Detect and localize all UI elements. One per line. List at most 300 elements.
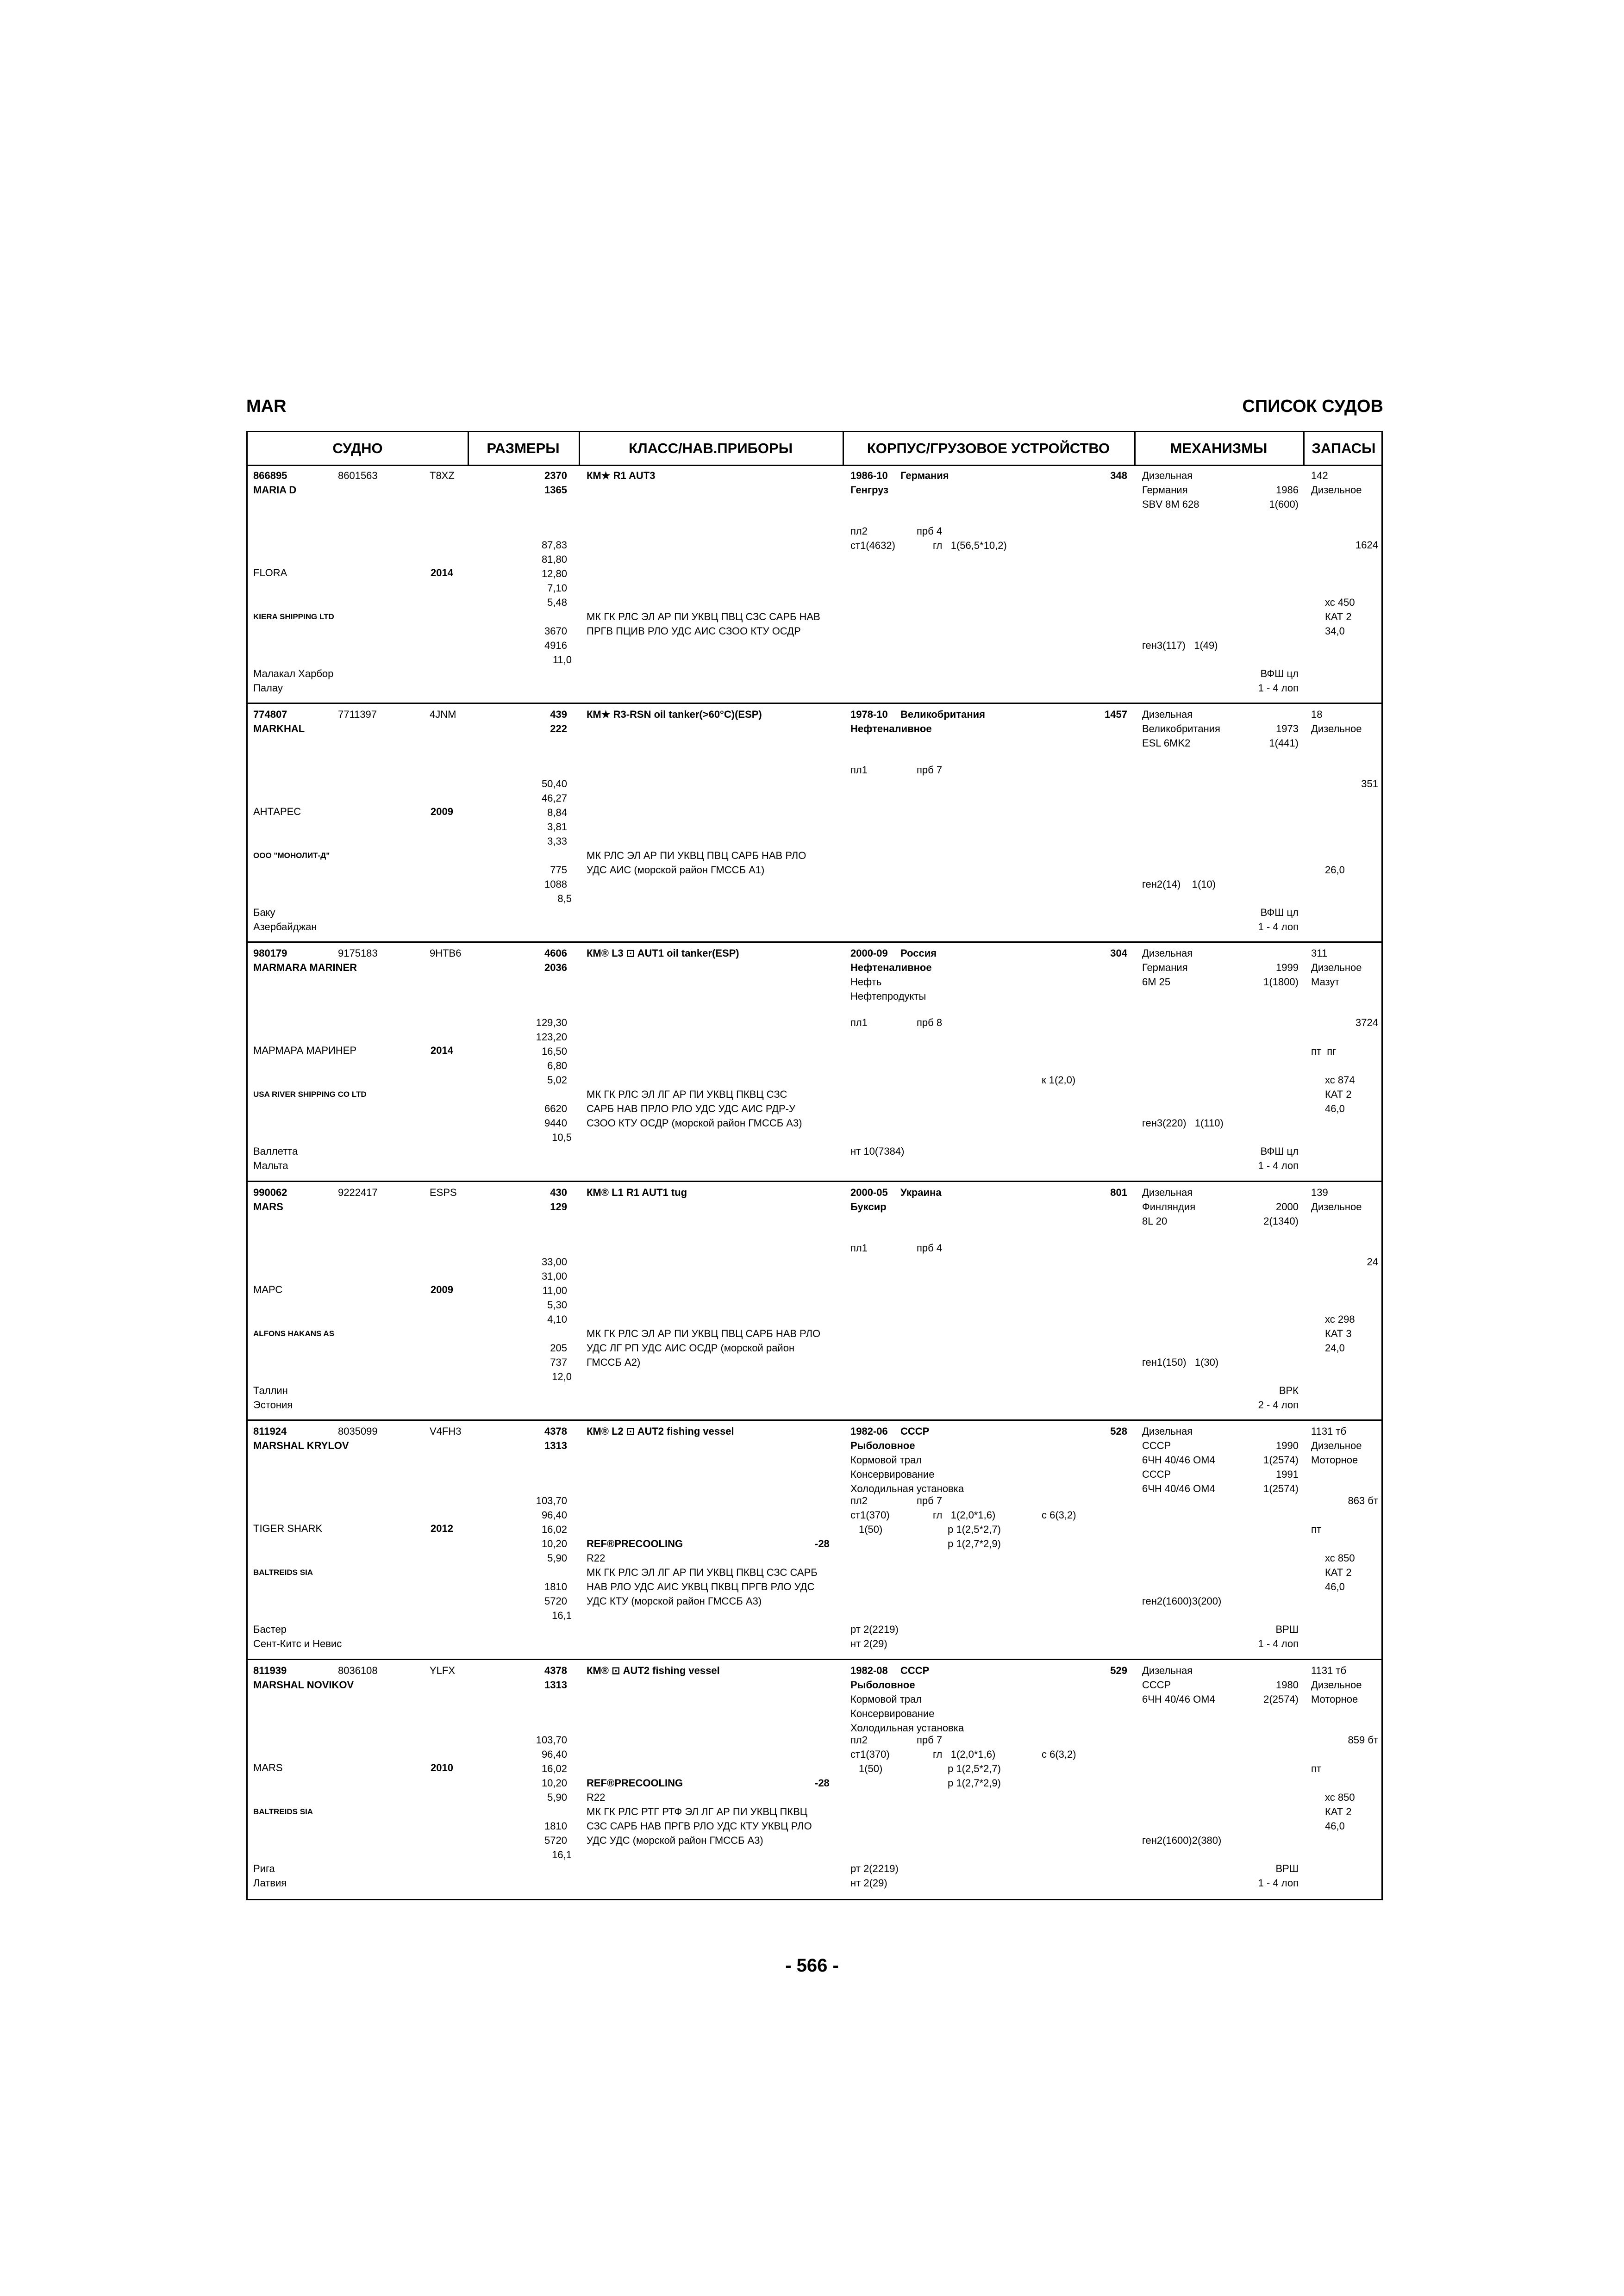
- vessel-year: 2014: [431, 1045, 453, 1056]
- dimension-value: 4378: [544, 1665, 567, 1676]
- propeller-blades: 1 - 4 лоп: [1258, 1638, 1299, 1649]
- stores-value: хс 874: [1325, 1074, 1355, 1086]
- nav-equipment-line: СЗОО КТУ ОСДР (морской район ГМССБ А3): [587, 1117, 802, 1129]
- propeller-blades: 1 - 4 лоп: [1258, 1877, 1299, 1889]
- stores-value: Дизельное: [1311, 484, 1362, 496]
- vessel-callsign: V4FH3: [430, 1425, 462, 1437]
- vessel-imo: 8036108: [338, 1665, 378, 1676]
- refrigeration-temp: -28: [815, 1777, 830, 1789]
- generators: ген1(150) 1(30): [1142, 1356, 1219, 1368]
- hull-hatches: гл 1(2,0*1,6): [933, 1748, 996, 1760]
- dimension-value: 3,81: [547, 821, 567, 833]
- vessel-flag: Латвия: [253, 1877, 287, 1889]
- propeller-blades: 1 - 4 лоп: [1258, 921, 1299, 933]
- vessel-owner: ООО "МОНОЛИТ-Д": [253, 851, 330, 860]
- nav-equipment-line: УДС УДС (морской район ГМССБ А3): [587, 1835, 763, 1846]
- hull-build-date: 1982-06: [850, 1425, 888, 1437]
- dimension-value: 103,70: [536, 1734, 567, 1746]
- engine2-model: 6ЧН 40/46 ОМ4: [1142, 1483, 1215, 1494]
- page-number: - 566 -: [785, 1955, 839, 1976]
- engine-year: 1999: [1276, 962, 1299, 973]
- col-header-dimensions: РАЗМЕРЫ: [487, 440, 560, 456]
- hull-decks: пл2: [850, 525, 868, 537]
- nav-equipment-line: СЗС САРБ НАВ ПРГВ РЛО УДС КТУ УКВЦ РЛО: [587, 1820, 812, 1832]
- vessel-imo: 7711397: [338, 709, 377, 720]
- hull-bulkheads: прб 7: [917, 764, 943, 776]
- vessel-callsign: 4JNM: [430, 709, 456, 720]
- dimension-value: 3670: [544, 625, 567, 637]
- generators: ген2(14) 1(10): [1142, 878, 1216, 890]
- hull-bulkheads: прб 8: [917, 1017, 943, 1028]
- nav-equipment-line: МК ГК РЛС ЭЛ АР ПИ УКВЦ ПВЦ САРБ НАВ РЛО: [587, 1328, 821, 1339]
- propeller-blades: 2 - 4 лоп: [1258, 1399, 1299, 1411]
- stores-value: 351: [1361, 778, 1378, 790]
- engine-country: СССР: [1142, 1440, 1171, 1451]
- hull-build-country: СССР: [900, 1665, 930, 1676]
- engine-year: 1990: [1276, 1440, 1299, 1451]
- vessel-reg-number: 811939: [253, 1665, 287, 1676]
- dimension-value: 5,90: [547, 1552, 567, 1564]
- hull-build-date: 1986-10: [850, 470, 888, 481]
- stores-value: 46,0: [1325, 1581, 1345, 1593]
- stores-value: 139: [1311, 1187, 1328, 1198]
- hull-oil-tanks: нт 2(29): [850, 1638, 887, 1649]
- engine2-power: 1(2574): [1263, 1483, 1299, 1494]
- hull-hold-count: 1(50): [859, 1763, 883, 1774]
- engine-year: 1986: [1276, 484, 1299, 496]
- propeller-type: ВФШ цл: [1260, 1145, 1299, 1157]
- dimension-value: 5,48: [547, 597, 567, 608]
- stores-value: 311: [1311, 947, 1328, 959]
- hull-cranes: с 6(3,2): [1042, 1509, 1076, 1521]
- engine-country: Германия: [1142, 962, 1188, 973]
- col-header-vessel: СУДНО: [332, 440, 383, 456]
- vessel-name: MARSHAL NOVIKOV: [253, 1679, 354, 1691]
- dimension-value: 16,50: [541, 1045, 567, 1057]
- vessel-port: Малакал Харбор: [253, 668, 334, 679]
- stores-value: Дизельное: [1311, 1201, 1362, 1213]
- generators: ген3(117) 1(49): [1142, 640, 1218, 651]
- hull-gear-2: р 1(2,7*2,9): [948, 1538, 1001, 1549]
- dimension-value: 16,02: [541, 1524, 567, 1535]
- dimension-value: 5,30: [547, 1299, 567, 1311]
- hull-bulkheads: прб 4: [917, 1242, 943, 1254]
- dimension-value: 10,20: [541, 1777, 567, 1789]
- class-notation: КМ® L3 ⊡ AUT1 oil tanker(ESP): [587, 947, 739, 959]
- vessel-reg-number: 774807: [253, 709, 287, 720]
- engine2-country: СССР: [1142, 1468, 1171, 1480]
- vessel-former-name: MARS: [253, 1762, 283, 1773]
- vessel-port: Рига: [253, 1863, 275, 1874]
- hull-type: Рыболовное: [850, 1679, 915, 1691]
- stores-value: Мазут: [1311, 976, 1340, 988]
- hull-type: Нефтеналивное: [850, 962, 932, 973]
- dimension-value: 2370: [544, 470, 567, 481]
- dimension-value: 96,40: [541, 1509, 567, 1521]
- vessel-former-name: АНТАРЕС: [253, 806, 301, 817]
- stores-value: хс 850: [1325, 1792, 1355, 1803]
- engine-power: 1(441): [1269, 737, 1299, 749]
- engine-country: Великобритания: [1142, 723, 1220, 734]
- engine-year: 1973: [1276, 723, 1299, 734]
- dimension-value: 6620: [544, 1103, 567, 1114]
- dimension-value: 1365: [544, 484, 567, 496]
- stores-value: 1131 тб: [1311, 1665, 1347, 1676]
- stores-value: Дизельное: [1311, 723, 1362, 734]
- propeller-blades: 1 - 4 лоп: [1258, 1160, 1299, 1171]
- dimension-value: 4378: [544, 1425, 567, 1437]
- hull-yard-number: 528: [1110, 1425, 1127, 1437]
- dimension-value: 6,80: [547, 1060, 567, 1071]
- dimension-value: 87,83: [541, 539, 567, 551]
- hull-type: Генгруз: [850, 484, 889, 496]
- dimension-value: 12,0: [552, 1371, 572, 1382]
- engine-kind: Дизельная: [1142, 709, 1193, 720]
- hull-hatches: гл 1(56,5*10,2): [933, 540, 1007, 551]
- engine-power: 1(600): [1269, 498, 1299, 510]
- hull-build-country: Германия: [900, 470, 949, 481]
- hull-hatches: гл 1(2,0*1,6): [933, 1509, 996, 1521]
- stores-value: Дизельное: [1311, 962, 1362, 973]
- stores-value: Моторное: [1311, 1693, 1358, 1705]
- dimension-value: 10,5: [552, 1132, 572, 1143]
- stores-value: 3724: [1355, 1017, 1378, 1028]
- vessel-former-name: TIGER SHARK: [253, 1523, 323, 1534]
- dimension-value: 129: [550, 1201, 567, 1213]
- hull-extra: Нефтепродукты: [850, 990, 926, 1002]
- dimension-value: 1313: [544, 1679, 567, 1691]
- dimension-value: 103,70: [536, 1495, 567, 1506]
- stores-value: 18: [1311, 709, 1323, 720]
- dimension-value: 11,0: [552, 654, 572, 666]
- propeller-type: ВФШ цл: [1260, 907, 1299, 918]
- dimension-value: 8,5: [557, 893, 572, 904]
- engine-model: 6M 25: [1142, 976, 1171, 988]
- hull-decks: пл2: [850, 1734, 868, 1746]
- dimension-value: 737: [550, 1356, 567, 1368]
- hull-crane: к 1(2,0): [1042, 1074, 1076, 1086]
- vessel-year: 2009: [431, 1284, 453, 1295]
- dimension-value: 31,00: [541, 1270, 567, 1282]
- dimension-value: 205: [550, 1342, 567, 1354]
- nav-equipment-line: МК ГК РЛС ЭЛ ЛГ АР ПИ УКВЦ ПКВЦ СЗС: [587, 1089, 787, 1100]
- hull-decks: пл1: [850, 1017, 868, 1028]
- dimension-value: 5720: [544, 1595, 567, 1607]
- dimension-value: 16,1: [552, 1610, 572, 1621]
- stores-value: пт: [1311, 1524, 1321, 1535]
- hull-bulkheads: прб 7: [917, 1734, 943, 1746]
- ship-table: [246, 431, 1383, 1900]
- engine2-year: 1991: [1276, 1468, 1299, 1480]
- stores-value: Дизельное: [1311, 1440, 1362, 1451]
- nav-equipment-line: УДС КТУ (морской район ГМССБ А3): [587, 1595, 762, 1607]
- vessel-flag: Палау: [253, 682, 283, 694]
- nav-equipment-line: МК ГК РЛС РТГ РТФ ЭЛ ЛГ АР ПИ УКВЦ ПКВЦ: [587, 1806, 808, 1817]
- stores-value: 46,0: [1325, 1820, 1345, 1832]
- vessel-imo: 9222417: [338, 1187, 378, 1198]
- stores-value: 24,0: [1325, 1342, 1345, 1354]
- stores-value: Дизельное: [1311, 1679, 1362, 1691]
- propeller-type: ВРШ: [1275, 1863, 1299, 1874]
- dimension-value: 129,30: [536, 1017, 567, 1028]
- nav-equipment-line: МК ГК РЛС ЭЛ ЛГ АР ПИ УКВЦ ПКВЦ СЗС САРБ: [587, 1567, 818, 1578]
- hull-extra: Холодильная установка: [850, 1483, 964, 1494]
- vessel-port: Таллин: [253, 1385, 288, 1396]
- engine-power: 1(2574): [1263, 1454, 1299, 1466]
- dimension-value: 1810: [544, 1820, 567, 1832]
- vessel-port: Баку: [253, 907, 275, 918]
- hull-build-date: 1982-08: [850, 1665, 888, 1676]
- vessel-owner: USA RIVER SHIPPING CO LTD: [253, 1090, 367, 1099]
- vessel-callsign: 9HTB6: [430, 947, 462, 959]
- engine-model: ESL 6MK2: [1142, 737, 1191, 749]
- refrigerant-code: R22: [587, 1792, 606, 1803]
- class-notation: КМ★ R3-RSN oil tanker(>60°C)(ESP): [587, 709, 762, 720]
- hull-holds: ст1(4632): [850, 540, 895, 551]
- hull-gear-2: р 1(2,7*2,9): [948, 1777, 1001, 1789]
- dimension-value: 5,02: [547, 1074, 567, 1086]
- vessel-year: 2014: [431, 567, 453, 579]
- header-right: СПИСОК СУДОВ: [1242, 397, 1383, 416]
- vessel-callsign: T8XZ: [430, 470, 455, 481]
- stores-value: 142: [1311, 470, 1328, 481]
- vessel-name: MARSHAL KRYLOV: [253, 1440, 349, 1451]
- vessel-callsign: ESPS: [430, 1187, 457, 1198]
- col-header-class: КЛАСС/НАВ.ПРИБОРЫ: [628, 440, 793, 456]
- col-header-machinery: МЕХАНИЗМЫ: [1170, 440, 1268, 456]
- stores-value: 46,0: [1325, 1103, 1345, 1114]
- hull-tanks: нт 10(7384): [850, 1145, 905, 1157]
- vessel-imo: 8601563: [338, 470, 378, 481]
- dimension-value: 4606: [544, 947, 567, 959]
- stores-value: КАТ 2: [1325, 1089, 1352, 1100]
- class-notation: КМ® L1 R1 AUT1 tug: [587, 1187, 687, 1198]
- dimension-value: 16,1: [552, 1849, 572, 1860]
- dimension-value: 9440: [544, 1117, 567, 1129]
- hull-extra: Кормовой трал: [850, 1693, 922, 1705]
- vessel-owner: ALFONS HAKANS AS: [253, 1329, 335, 1338]
- refrigeration-class: REF®PRECOOLING: [587, 1777, 683, 1789]
- engine-model: 6ЧН 40/46 ОМ4: [1142, 1454, 1215, 1466]
- hull-decks: пл1: [850, 764, 868, 776]
- engine-power: 2(2574): [1263, 1693, 1299, 1705]
- hull-gear-1: р 1(2,5*2,7): [948, 1524, 1001, 1535]
- stores-value: Моторное: [1311, 1454, 1358, 1466]
- stores-value: КАТ 2: [1325, 611, 1352, 622]
- dimension-value: 96,40: [541, 1748, 567, 1760]
- engine-country: Финляндия: [1142, 1201, 1196, 1213]
- hull-extra: Консервирование: [850, 1708, 935, 1719]
- nav-equipment-line: ГМССБ А2): [587, 1356, 641, 1368]
- stores-value: КАТ 2: [1325, 1806, 1352, 1817]
- stores-value: 859 бт: [1348, 1734, 1378, 1746]
- hull-yard-number: 529: [1110, 1665, 1127, 1676]
- hull-type: Нефтеналивное: [850, 723, 932, 734]
- generators: ген3(220) 1(110): [1142, 1117, 1224, 1129]
- vessel-callsign: YLFX: [430, 1665, 456, 1676]
- nav-equipment-line: НАВ РЛО УДС АИС УКВЦ ПКВЦ ПРГВ РЛО УДС: [587, 1581, 815, 1593]
- engine-country: Германия: [1142, 484, 1188, 496]
- vessel-flag: Мальта: [253, 1160, 288, 1171]
- refrigeration-temp: -28: [815, 1538, 830, 1549]
- vessel-former-name: МАРМАРА МАРИНЕР: [253, 1045, 357, 1056]
- nav-equipment-line: МК РЛС ЭЛ АР ПИ УКВЦ ПВЦ САРБ НАВ РЛО: [587, 850, 806, 861]
- vessel-reg-number: 811924: [253, 1425, 287, 1437]
- vessel-flag: Сент-Китс и Невис: [253, 1638, 342, 1649]
- hull-decks: пл1: [850, 1242, 868, 1254]
- dimension-value: 123,20: [536, 1031, 567, 1043]
- dimension-value: 3,33: [547, 835, 567, 847]
- hull-holds: ст1(370): [850, 1748, 890, 1760]
- dimension-value: 2036: [544, 962, 567, 973]
- engine-kind: Дизельная: [1142, 1665, 1193, 1676]
- col-header-stores: ЗАПАСЫ: [1312, 440, 1376, 456]
- vessel-reg-number: 866895: [253, 470, 287, 481]
- dimension-value: 1088: [544, 878, 567, 890]
- hull-build-date: 1978-10: [850, 709, 888, 720]
- class-notation: КМ★ R1 AUT3: [587, 470, 656, 481]
- hull-fuel-tanks: рт 2(2219): [850, 1624, 899, 1635]
- dimension-value: 50,40: [541, 778, 567, 790]
- vessel-flag: Эстония: [253, 1399, 293, 1411]
- dimension-value: 33,00: [541, 1256, 567, 1268]
- nav-equipment-line: МК ГК РЛС ЭЛ АР ПИ УКВЦ ПВЦ СЗС САРБ НАВ: [587, 611, 820, 622]
- stores-value: КАТ 3: [1325, 1328, 1352, 1339]
- dimension-value: 775: [550, 864, 567, 876]
- hull-build-date: 2000-09: [850, 947, 888, 959]
- engine-model: 6ЧН 40/46 ОМ4: [1142, 1693, 1215, 1705]
- dimension-value: 430: [550, 1187, 567, 1198]
- vessel-reg-number: 990062: [253, 1187, 287, 1198]
- propeller-blades: 1 - 4 лоп: [1258, 682, 1299, 694]
- engine-power: 1(1800): [1263, 976, 1299, 988]
- stores-value: КАТ 2: [1325, 1567, 1352, 1578]
- stores-value: пт пг: [1311, 1045, 1337, 1057]
- hull-bulkheads: прб 7: [917, 1495, 943, 1506]
- refrigerant-code: R22: [587, 1552, 606, 1564]
- nav-equipment-line: ПРГВ ПЦИВ РЛО УДС АИС СЗОО КТУ ОСДР: [587, 625, 801, 637]
- vessel-port: Валлетта: [253, 1145, 298, 1157]
- vessel-year: 2010: [431, 1762, 453, 1773]
- nav-equipment-line: УДС АИС (морской район ГМССБ А1): [587, 864, 765, 876]
- hull-extra: Консервирование: [850, 1468, 935, 1480]
- generators: ген2(1600)3(200): [1142, 1595, 1222, 1607]
- dimension-value: 10,20: [541, 1538, 567, 1549]
- dimension-value: 12,80: [541, 568, 567, 579]
- dimension-value: 5,90: [547, 1792, 567, 1803]
- engine-model: SBV 8M 628: [1142, 498, 1199, 510]
- header-left: MAR: [246, 397, 287, 416]
- hull-decks: пл2: [850, 1495, 868, 1506]
- vessel-port: Бастер: [253, 1624, 287, 1635]
- stores-value: 24: [1367, 1256, 1378, 1268]
- hull-extra: Холодильная установка: [850, 1722, 964, 1734]
- hull-yard-number: 304: [1110, 947, 1127, 959]
- vessel-flag: Азербайджан: [253, 921, 317, 933]
- engine-year: 1980: [1276, 1679, 1299, 1691]
- hull-extra: Кормовой трал: [850, 1454, 922, 1466]
- dimension-value: 1313: [544, 1440, 567, 1451]
- engine-kind: Дизельная: [1142, 947, 1193, 959]
- dimension-value: 7,10: [547, 582, 567, 594]
- refrigeration-class: REF®PRECOOLING: [587, 1538, 683, 1549]
- hull-build-country: Великобритания: [900, 709, 985, 720]
- dimension-value: 46,27: [541, 792, 567, 804]
- hull-build-country: СССР: [900, 1425, 930, 1437]
- stores-value: 863 бт: [1348, 1495, 1378, 1506]
- generators: ген2(1600)2(380): [1142, 1835, 1222, 1846]
- dimension-value: 1810: [544, 1581, 567, 1593]
- hull-extra: Нефть: [850, 976, 882, 988]
- vessel-imo: 8035099: [338, 1425, 378, 1437]
- dimension-value: 11,00: [542, 1285, 567, 1296]
- vessel-name: MARS: [253, 1201, 283, 1213]
- hull-fuel-tanks: рт 2(2219): [850, 1863, 899, 1874]
- hull-cranes: с 6(3,2): [1042, 1748, 1076, 1760]
- hull-bulkheads: прб 4: [917, 525, 943, 537]
- stores-value: хс 850: [1325, 1552, 1355, 1564]
- class-notation: КМ® L2 ⊡ AUT2 fishing vessel: [587, 1425, 734, 1437]
- nav-equipment-line: УДС ЛГ РП УДС АИС ОСДР (морской район: [587, 1342, 795, 1354]
- stores-value: хс 450: [1325, 597, 1355, 608]
- engine-country: СССР: [1142, 1679, 1171, 1691]
- stores-value: пт: [1311, 1763, 1321, 1774]
- vessel-owner: KIERA SHIPPING LTD: [253, 612, 334, 621]
- dimension-value: 439: [550, 709, 567, 720]
- hull-build-country: Россия: [900, 947, 937, 959]
- engine-kind: Дизельная: [1142, 1187, 1193, 1198]
- hull-holds: ст1(370): [850, 1509, 890, 1521]
- engine-model: 8L 20: [1142, 1215, 1168, 1227]
- engine-kind: Дизельная: [1142, 470, 1193, 481]
- vessel-reg-number: 980179: [253, 947, 287, 959]
- dimension-value: 8,84: [547, 807, 567, 818]
- propeller-type: ВФШ цл: [1260, 668, 1299, 679]
- engine-year: 2000: [1276, 1201, 1299, 1213]
- stores-value: хс 298: [1325, 1313, 1355, 1325]
- engine-kind: Дизельная: [1142, 1425, 1193, 1437]
- stores-value: 1131 тб: [1311, 1425, 1347, 1437]
- hull-yard-number: 1457: [1105, 709, 1127, 720]
- dimension-value: 5720: [544, 1835, 567, 1846]
- hull-build-date: 2000-05: [850, 1187, 888, 1198]
- vessel-name: MARKHAL: [253, 723, 305, 734]
- nav-equipment-line: САРБ НАВ ПРЛО РЛО УДС УДС АИС РДР-У: [587, 1103, 795, 1114]
- propeller-type: ВРШ: [1275, 1624, 1299, 1635]
- stores-value: 1624: [1355, 539, 1378, 551]
- stores-value: 34,0: [1325, 625, 1345, 637]
- vessel-name: MARIA D: [253, 484, 297, 496]
- hull-gear-1: р 1(2,5*2,7): [948, 1763, 1001, 1774]
- col-header-hull: КОРПУС/ГРУЗОВОЕ УСТРОЙСТВО: [867, 440, 1110, 456]
- propeller-type: ВРК: [1279, 1385, 1299, 1396]
- hull-hold-count: 1(50): [859, 1524, 883, 1535]
- hull-type: Буксир: [850, 1201, 887, 1213]
- vessel-imo: 9175183: [338, 947, 378, 959]
- vessel-name: MARMARA MARINER: [253, 962, 357, 973]
- vessel-year: 2012: [431, 1523, 453, 1534]
- class-notation: КМ® ⊡ AUT2 fishing vessel: [587, 1665, 720, 1676]
- vessel-former-name: МАРС: [253, 1284, 283, 1295]
- stores-value: 26,0: [1325, 864, 1345, 876]
- engine-power: 2(1340): [1263, 1215, 1299, 1227]
- dimension-value: 222: [550, 723, 567, 734]
- vessel-year: 2009: [431, 806, 453, 817]
- hull-build-country: Украина: [900, 1187, 942, 1198]
- dimension-value: 81,80: [541, 554, 567, 565]
- vessel-former-name: FLORA: [253, 567, 287, 579]
- vessel-owner: BALTREIDS SIA: [253, 1807, 313, 1816]
